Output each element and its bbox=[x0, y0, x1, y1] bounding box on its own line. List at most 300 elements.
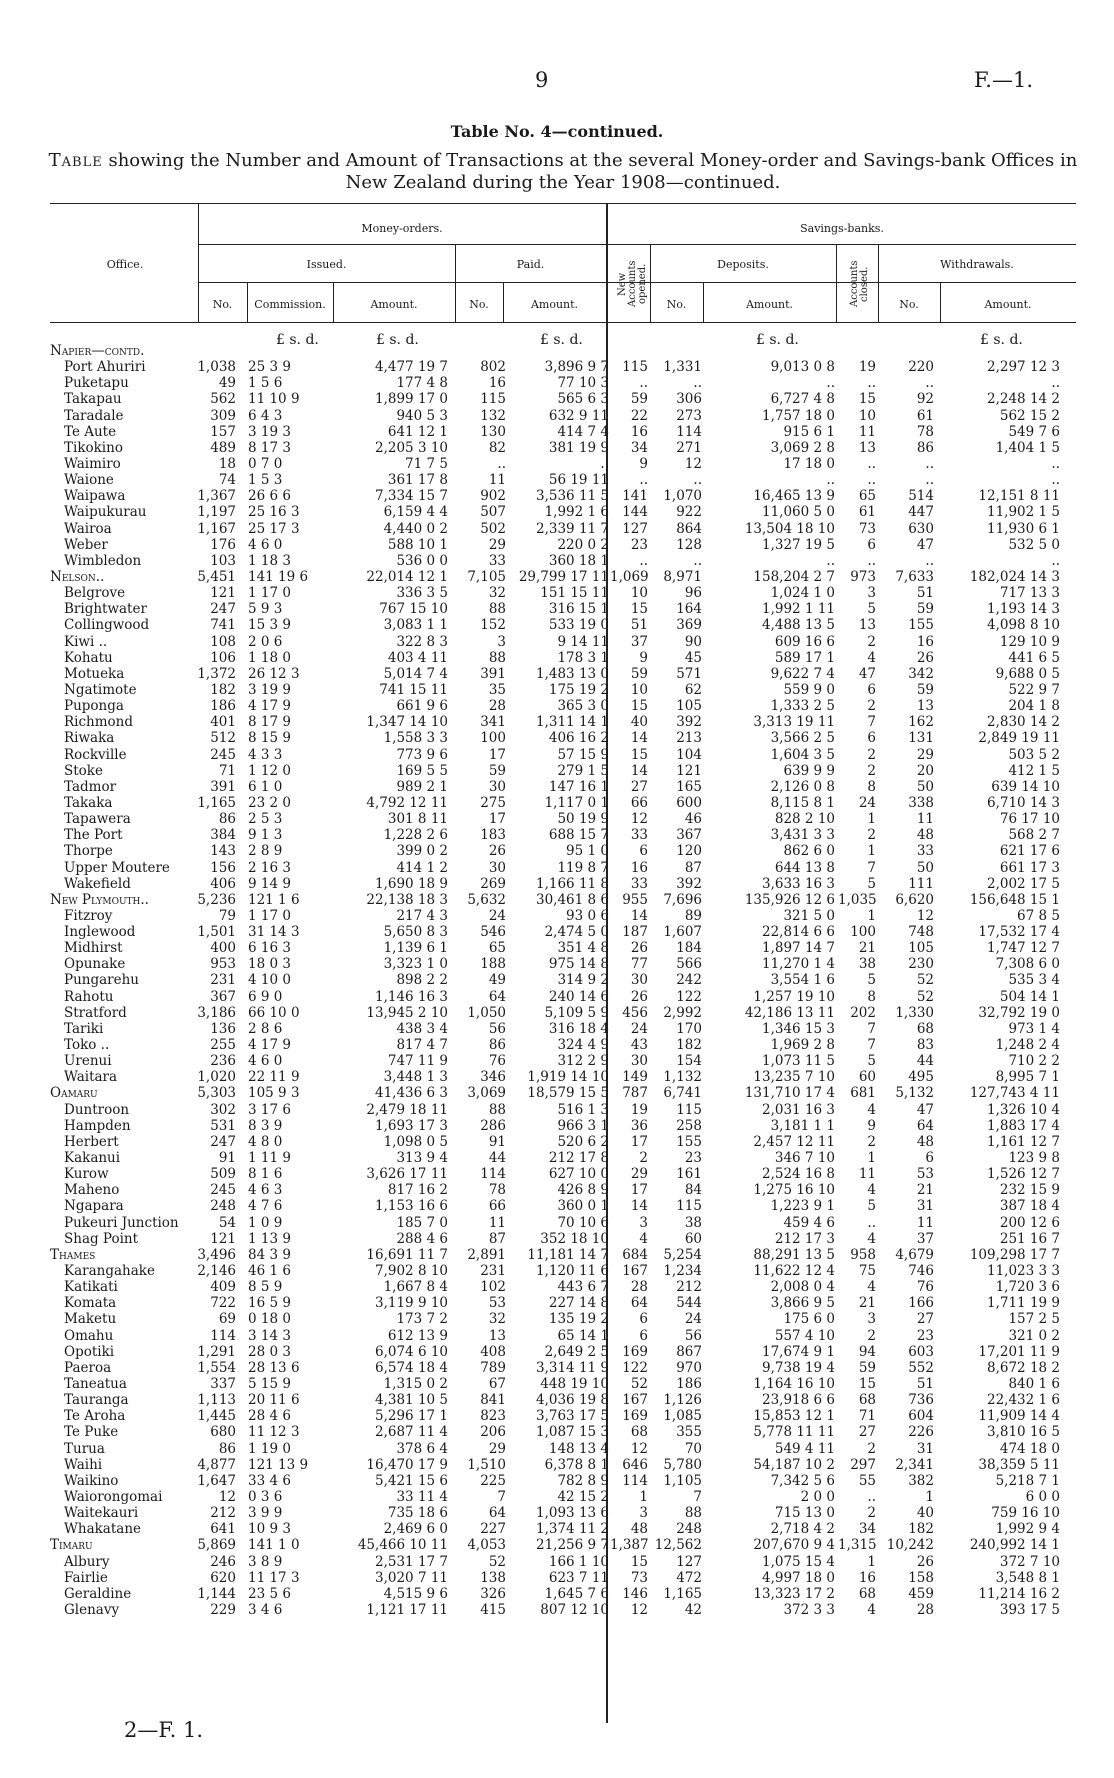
issued-amount: 438 3 4 bbox=[396, 1020, 448, 1037]
withdrawal-count: 52 bbox=[916, 988, 934, 1005]
paid-amount: 316 18 4 bbox=[548, 1020, 609, 1037]
paid-count: 82 bbox=[488, 439, 506, 456]
deposit-count: 12 bbox=[684, 455, 702, 472]
withdrawal-count: 230 bbox=[908, 956, 934, 973]
paid-count: 188 bbox=[480, 956, 506, 973]
issued-amount: 735 18 6 bbox=[387, 1505, 448, 1522]
withdrawal-count: 105 bbox=[908, 940, 934, 957]
table-row bbox=[0, 1102, 1114, 1118]
deposit-count: 105 bbox=[676, 698, 702, 715]
withdrawal-count: 21 bbox=[916, 1182, 934, 1199]
withdrawal-amount: 3,810 16 5 bbox=[987, 1424, 1060, 1441]
paid-count: 66 bbox=[488, 1198, 506, 1215]
paid-count: 33 bbox=[488, 552, 506, 569]
table-row bbox=[0, 472, 1114, 488]
commission: 33 4 6 bbox=[248, 1472, 291, 1489]
deposit-count: 1,085 bbox=[663, 1408, 702, 1425]
table-row bbox=[0, 391, 1114, 407]
new-accounts: 33 bbox=[630, 827, 648, 844]
deposit-count: 970 bbox=[676, 1359, 702, 1376]
office-name: Omahu bbox=[64, 1327, 114, 1344]
issued-amount: 536 0 0 bbox=[396, 552, 448, 569]
deposit-amount: 9,622 7 4 bbox=[770, 665, 835, 682]
table-body bbox=[0, 343, 1114, 1618]
paid-count: 841 bbox=[480, 1392, 506, 1409]
office-name: Ngapara bbox=[64, 1198, 124, 1215]
deposit-amount: 15,853 12 1 bbox=[753, 1408, 835, 1425]
table-row bbox=[0, 343, 1114, 359]
issued-count: 953 bbox=[210, 956, 236, 973]
paid-count: 64 bbox=[488, 1505, 506, 1522]
withdrawal-amount: 710 2 2 bbox=[1008, 1053, 1060, 1070]
commission: 16 5 9 bbox=[248, 1295, 291, 1312]
withdrawal-amount: 156,648 15 1 bbox=[969, 891, 1060, 908]
deposit-amount: .. bbox=[826, 375, 835, 392]
withdrawal-count: 37 bbox=[916, 1230, 934, 1247]
accounts-closed: 68 bbox=[858, 1392, 876, 1409]
new-accounts: 77 bbox=[630, 956, 648, 973]
deposit-amount: 915 6 1 bbox=[783, 423, 835, 440]
issued-count: 512 bbox=[210, 730, 236, 747]
issued-amount: 22,014 12 1 bbox=[366, 568, 448, 585]
issued-amount: 7,902 8 10 bbox=[375, 1263, 448, 1280]
issued-count: 247 bbox=[210, 1133, 236, 1150]
withdrawal-amount: 2,248 14 2 bbox=[987, 391, 1060, 408]
accounts-closed: 5 bbox=[867, 972, 876, 989]
issued-amount: 403 4 11 bbox=[387, 649, 448, 666]
issued-amount: 1,153 16 6 bbox=[375, 1198, 448, 1215]
table-row bbox=[0, 634, 1114, 650]
commission: 23 2 0 bbox=[248, 794, 291, 811]
deposit-count: 544 bbox=[676, 1295, 702, 1312]
table-row bbox=[0, 714, 1114, 730]
issued-count: 1,501 bbox=[197, 924, 236, 941]
deposit-count: 258 bbox=[676, 1117, 702, 1134]
paid-amount: 623 7 11 bbox=[548, 1569, 609, 1586]
issued-count: 302 bbox=[210, 1101, 236, 1118]
accounts-closed: 24 bbox=[858, 794, 876, 811]
issued-count: 157 bbox=[210, 423, 236, 440]
deposit-count: 89 bbox=[684, 907, 702, 924]
table-row bbox=[0, 1215, 1114, 1231]
deposit-count: 571 bbox=[676, 665, 702, 682]
commission: 8 5 9 bbox=[248, 1279, 283, 1296]
issued-amount: 217 4 3 bbox=[396, 907, 448, 924]
new-accounts: 14 bbox=[630, 907, 648, 924]
withdrawal-count: 603 bbox=[908, 1343, 934, 1360]
paid-count: 11 bbox=[488, 472, 506, 489]
page-number: 9 bbox=[535, 68, 549, 92]
issued-amount: 1,693 17 3 bbox=[375, 1117, 448, 1134]
deposit-amount: 3,069 2 8 bbox=[770, 439, 835, 456]
office-name: Toko .. bbox=[64, 1037, 110, 1054]
withdrawal-amount: 562 15 2 bbox=[999, 407, 1060, 424]
issued-amount: 2,531 17 7 bbox=[375, 1553, 448, 1570]
table-row bbox=[0, 1118, 1114, 1134]
new-accounts: 9 bbox=[639, 455, 648, 472]
issued-amount: 399 0 2 bbox=[396, 843, 448, 860]
paid-count: 11 bbox=[488, 1214, 506, 1231]
issued-count: 143 bbox=[210, 843, 236, 860]
issued-count: 680 bbox=[210, 1424, 236, 1441]
new-accounts: 167 bbox=[622, 1263, 648, 1280]
commission: 10 9 3 bbox=[248, 1521, 291, 1538]
commission: 2 5 3 bbox=[248, 811, 283, 828]
accounts-closed: 4 bbox=[867, 649, 876, 666]
commission: 3 14 3 bbox=[248, 1327, 291, 1344]
paid-count: 275 bbox=[480, 794, 506, 811]
withdrawal-count: 459 bbox=[908, 1585, 934, 1602]
deposit-amount: 131,710 17 4 bbox=[744, 1085, 835, 1102]
office-name: Richmond bbox=[64, 714, 134, 731]
deposit-amount: 4,997 18 0 bbox=[762, 1569, 835, 1586]
withdrawal-amount: 504 14 1 bbox=[999, 988, 1060, 1005]
office-name: Thames bbox=[50, 1246, 96, 1263]
office-name: Stoke bbox=[64, 762, 103, 779]
paid-count: 132 bbox=[480, 407, 506, 424]
accounts-closed: 6 bbox=[867, 681, 876, 698]
withdrawal-count: 447 bbox=[908, 504, 934, 521]
issued-count: 5,451 bbox=[197, 568, 236, 585]
issued-amount: 5,650 8 3 bbox=[383, 924, 448, 941]
office-name: New Plymouth.. bbox=[50, 891, 149, 908]
new-accounts: 17 bbox=[630, 1182, 648, 1199]
accounts-closed: 1 bbox=[867, 907, 876, 924]
paid-amount: 533 19 0 bbox=[548, 617, 609, 634]
deposit-count: 165 bbox=[676, 778, 702, 795]
paid-amount: 56 19 11 bbox=[548, 472, 609, 489]
paid-amount: 414 7 4 bbox=[557, 423, 609, 440]
deposit-count: 115 bbox=[676, 1101, 702, 1118]
commission: 1 13 9 bbox=[248, 1230, 291, 1247]
paid-count: 100 bbox=[480, 730, 506, 747]
issued-count: 1,647 bbox=[197, 1472, 236, 1489]
paid-count: 269 bbox=[480, 875, 506, 892]
deposit-count: .. bbox=[693, 552, 702, 569]
accounts-closed: 59 bbox=[858, 1359, 876, 1376]
withdrawal-amount: 393 17 5 bbox=[999, 1601, 1060, 1618]
office-name: Maketu bbox=[64, 1311, 117, 1328]
withdrawal-amount: 621 17 6 bbox=[999, 843, 1060, 860]
office-name: Upper Moutere bbox=[64, 859, 170, 876]
office-name: Fitzroy bbox=[64, 907, 113, 924]
issued-count: 255 bbox=[210, 1037, 236, 1054]
accounts-closed: 2 bbox=[867, 746, 876, 763]
office-name: Inglewood bbox=[64, 924, 136, 941]
accounts-closed: 15 bbox=[858, 1376, 876, 1392]
deposit-count: 392 bbox=[676, 714, 702, 731]
new-accounts: 684 bbox=[622, 1246, 648, 1263]
withdrawal-amount: 5,218 7 1 bbox=[995, 1472, 1060, 1489]
document-reference: F.—1. bbox=[974, 68, 1034, 92]
paid-count: 59 bbox=[488, 762, 506, 779]
paid-amount: 1,120 11 6 bbox=[536, 1263, 609, 1280]
deposit-count: 306 bbox=[676, 391, 702, 408]
commission: 9 14 9 bbox=[248, 875, 291, 892]
issued-count: 121 bbox=[210, 585, 236, 602]
new-accounts: 15 bbox=[630, 1553, 648, 1570]
issued-count: 400 bbox=[210, 940, 236, 957]
office-name: Duntroon bbox=[64, 1101, 130, 1118]
paid-count: 3 bbox=[497, 633, 506, 650]
deposit-amount: 549 4 11 bbox=[774, 1440, 835, 1457]
deposit-amount: 715 13 0 bbox=[774, 1505, 835, 1522]
paid-amount: 119 8 7 bbox=[557, 859, 609, 876]
office-name: Kurow bbox=[64, 1166, 109, 1183]
commission: 31 14 3 bbox=[248, 924, 300, 941]
paid-amount: 279 1 5 bbox=[557, 762, 609, 779]
withdrawal-count: 7,633 bbox=[895, 568, 934, 585]
accounts-closed: 61 bbox=[858, 504, 876, 521]
withdrawal-amount: 76 17 10 bbox=[999, 811, 1060, 828]
paid-amount: 1,992 1 6 bbox=[544, 504, 609, 521]
accounts-closed: 38 bbox=[858, 956, 876, 973]
table-row bbox=[0, 1198, 1114, 1214]
deposit-count: 45 bbox=[684, 649, 702, 666]
accounts-closed: 2 bbox=[867, 827, 876, 844]
deposit-amount: 11,060 5 0 bbox=[762, 504, 835, 521]
new-accounts: 12 bbox=[630, 811, 648, 828]
withdrawal-amount: 232 15 9 bbox=[999, 1182, 1060, 1199]
header-paid: Paid. bbox=[516, 258, 545, 271]
new-accounts: 4 bbox=[639, 1230, 648, 1247]
new-accounts: 2 bbox=[639, 1150, 648, 1167]
issued-count: 79 bbox=[218, 907, 236, 924]
office-name: Brightwater bbox=[64, 601, 147, 618]
accounts-closed: 5 bbox=[867, 601, 876, 618]
table-row bbox=[0, 1602, 1114, 1618]
paid-count: .. bbox=[497, 455, 506, 472]
table-row bbox=[0, 1247, 1114, 1263]
paid-count: 183 bbox=[480, 827, 506, 844]
withdrawal-amount: 22,432 1 6 bbox=[987, 1392, 1060, 1409]
new-accounts: 30 bbox=[630, 1053, 648, 1070]
withdrawal-count: 6 bbox=[925, 1150, 934, 1167]
new-accounts: 1 bbox=[639, 1488, 648, 1505]
paid-amount: 93 0 6 bbox=[566, 907, 609, 924]
withdrawal-count: 83 bbox=[916, 1037, 934, 1054]
paid-count: 16 bbox=[488, 375, 506, 392]
new-accounts: 26 bbox=[630, 940, 648, 957]
issued-amount: 898 2 2 bbox=[396, 972, 448, 989]
paid-amount: 175 19 2 bbox=[548, 681, 609, 698]
commission: 28 4 6 bbox=[248, 1408, 291, 1425]
office-name: Pungarehu bbox=[64, 972, 139, 989]
paid-count: 78 bbox=[488, 1182, 506, 1199]
accounts-closed: 7 bbox=[867, 1020, 876, 1037]
office-name: Takaka bbox=[64, 794, 113, 811]
withdrawal-count: 13 bbox=[916, 698, 934, 715]
withdrawal-count: 382 bbox=[908, 1472, 934, 1489]
deposit-amount: 16,465 13 9 bbox=[753, 488, 835, 505]
commission: 4 6 3 bbox=[248, 1182, 283, 1199]
withdrawal-amount: .. bbox=[1051, 552, 1060, 569]
paid-amount: 627 10 0 bbox=[548, 1166, 609, 1183]
withdrawal-count: 12 bbox=[916, 907, 934, 924]
table-row bbox=[0, 1424, 1114, 1440]
issued-amount: 3,020 7 11 bbox=[375, 1569, 448, 1586]
deposit-count: 42 bbox=[684, 1601, 702, 1618]
deposit-amount: 2,457 12 11 bbox=[753, 1133, 835, 1150]
issued-count: 620 bbox=[210, 1569, 236, 1586]
commission: 141 19 6 bbox=[248, 568, 309, 585]
paid-count: 76 bbox=[488, 1053, 506, 1070]
issued-amount: 6,074 6 10 bbox=[375, 1343, 448, 1360]
issued-count: 1,367 bbox=[197, 488, 236, 505]
withdrawal-count: 552 bbox=[908, 1359, 934, 1376]
paid-amount: 2,474 5 0 bbox=[544, 924, 609, 941]
issued-count: 108 bbox=[210, 633, 236, 650]
paid-count: 415 bbox=[480, 1601, 506, 1618]
heading-lead: Table bbox=[48, 150, 103, 171]
issued-amount: 1,899 17 0 bbox=[375, 391, 448, 408]
paid-count: 2,891 bbox=[467, 1246, 506, 1263]
deposit-amount: 158,204 2 7 bbox=[753, 568, 835, 585]
office-name: Katikati bbox=[64, 1279, 118, 1296]
accounts-closed: .. bbox=[867, 1214, 876, 1231]
withdrawal-amount: 4,098 8 10 bbox=[987, 617, 1060, 634]
commission: 1 11 9 bbox=[248, 1150, 291, 1167]
table-title: Table No. 4—continued. bbox=[450, 122, 664, 141]
withdrawal-amount: .. bbox=[1051, 455, 1060, 472]
header-paid-amount: Amount. bbox=[530, 298, 579, 311]
table-row bbox=[0, 763, 1114, 779]
office-name: Fairlie bbox=[64, 1569, 108, 1586]
table-row bbox=[0, 408, 1114, 424]
issued-amount: 45,466 10 11 bbox=[357, 1537, 448, 1554]
accounts-closed: 21 bbox=[858, 1295, 876, 1312]
deposit-count: 7,696 bbox=[663, 891, 702, 908]
paid-count: 789 bbox=[480, 1359, 506, 1376]
paid-amount: 151 15 11 bbox=[540, 585, 609, 602]
withdrawal-count: 162 bbox=[908, 714, 934, 731]
new-accounts: 1,387 bbox=[610, 1537, 649, 1554]
deposit-amount: 11,622 12 4 bbox=[753, 1263, 835, 1280]
issued-count: 212 bbox=[210, 1505, 236, 1522]
office-name: Kakanui bbox=[64, 1150, 121, 1167]
commission: 2 8 6 bbox=[248, 1020, 283, 1037]
deposit-amount: 2 0 0 bbox=[800, 1488, 835, 1505]
table-row bbox=[0, 1376, 1114, 1392]
issued-amount: 2,479 18 11 bbox=[366, 1101, 448, 1118]
deposit-amount: 589 17 1 bbox=[774, 649, 835, 666]
commission: 4 17 9 bbox=[248, 698, 291, 715]
table-row bbox=[0, 989, 1114, 1005]
currency-header-commission: £ s. d. bbox=[276, 332, 319, 348]
deposit-count: 1,132 bbox=[663, 1069, 702, 1086]
withdrawal-amount: 8,995 7 1 bbox=[995, 1069, 1060, 1086]
issued-count: 641 bbox=[210, 1521, 236, 1538]
deposit-amount: 17 18 0 bbox=[783, 455, 835, 472]
withdrawal-amount: 321 0 2 bbox=[1008, 1327, 1060, 1344]
table-row bbox=[0, 1344, 1114, 1360]
deposit-amount: 828 2 10 bbox=[774, 811, 835, 828]
commission: 20 11 6 bbox=[248, 1392, 300, 1409]
paid-amount: 240 14 6 bbox=[548, 988, 609, 1005]
issued-count: 121 bbox=[210, 1230, 236, 1247]
deposit-amount: 3,313 19 11 bbox=[753, 714, 835, 731]
accounts-closed: 4 bbox=[867, 1230, 876, 1247]
withdrawal-amount: 12,151 8 11 bbox=[978, 488, 1060, 505]
deposit-amount: 2,524 16 8 bbox=[762, 1166, 835, 1183]
commission: 84 3 9 bbox=[248, 1246, 291, 1263]
table-row bbox=[0, 1586, 1114, 1602]
commission: 1 19 0 bbox=[248, 1440, 291, 1457]
office-name: Wakefield bbox=[64, 875, 131, 892]
accounts-closed: 1 bbox=[867, 811, 876, 828]
table-row bbox=[0, 1360, 1114, 1376]
office-name: Waikino bbox=[64, 1472, 119, 1489]
deposit-amount: 1,075 15 4 bbox=[762, 1553, 835, 1570]
deposit-amount: 321 5 0 bbox=[783, 907, 835, 924]
new-accounts: 24 bbox=[630, 1020, 648, 1037]
office-name: Tauranga bbox=[64, 1392, 129, 1409]
table-row bbox=[0, 1295, 1114, 1311]
paid-amount: 50 19 9 bbox=[557, 811, 609, 828]
paid-count: 7,105 bbox=[467, 568, 506, 585]
paid-amount: 95 1 0 bbox=[566, 843, 609, 860]
withdrawal-amount: 568 2 7 bbox=[1008, 827, 1060, 844]
table-row bbox=[0, 1570, 1114, 1586]
table-row bbox=[0, 440, 1114, 456]
withdrawal-amount: 123 9 8 bbox=[1008, 1150, 1060, 1167]
accounts-closed: 1 bbox=[867, 843, 876, 860]
withdrawal-amount: 11,902 1 5 bbox=[987, 504, 1060, 521]
commission: 8 1 6 bbox=[248, 1166, 283, 1183]
deposit-count: 170 bbox=[676, 1020, 702, 1037]
deposit-amount: 17,674 9 1 bbox=[762, 1343, 835, 1360]
commission: 6 9 0 bbox=[248, 988, 283, 1005]
office-name: Turua bbox=[64, 1440, 105, 1457]
withdrawal-amount: 200 12 6 bbox=[999, 1214, 1060, 1231]
deposit-amount: 22,814 6 6 bbox=[762, 924, 835, 941]
deposit-amount: 644 13 8 bbox=[774, 859, 835, 876]
commission: 15 3 9 bbox=[248, 617, 291, 634]
paid-amount: 3,896 9 7 bbox=[544, 359, 609, 376]
table-heading bbox=[48, 150, 1078, 194]
issued-count: 384 bbox=[210, 827, 236, 844]
withdrawal-amount: 157 2 5 bbox=[1008, 1311, 1060, 1328]
new-accounts: 144 bbox=[622, 504, 648, 521]
deposit-amount: 1,897 14 7 bbox=[762, 940, 835, 957]
accounts-closed: 4 bbox=[867, 1601, 876, 1618]
issued-count: 337 bbox=[210, 1376, 236, 1392]
deposit-count: 367 bbox=[676, 827, 702, 844]
deposit-amount: 5,778 11 11 bbox=[753, 1424, 835, 1441]
deposit-amount: 1,327 19 5 bbox=[762, 536, 835, 553]
office-name: Opunake bbox=[64, 956, 126, 973]
deposit-count: 90 bbox=[684, 633, 702, 650]
currency-header-deposits: £ s. d. bbox=[756, 332, 799, 348]
deposit-count: 273 bbox=[676, 407, 702, 424]
withdrawal-count: 51 bbox=[916, 585, 934, 602]
table-row bbox=[0, 843, 1114, 859]
deposit-count: 182 bbox=[676, 1037, 702, 1054]
issued-count: 236 bbox=[210, 1053, 236, 1070]
deposit-count: 120 bbox=[676, 843, 702, 860]
issued-count: 1,038 bbox=[197, 359, 236, 376]
commission: 26 12 3 bbox=[248, 665, 300, 682]
paid-count: 1,510 bbox=[467, 1456, 506, 1473]
paid-amount: 135 19 2 bbox=[548, 1311, 609, 1328]
issued-amount: 16,691 11 7 bbox=[366, 1246, 448, 1263]
paid-amount: 166 1 10 bbox=[548, 1553, 609, 1570]
accounts-closed: 6 bbox=[867, 536, 876, 553]
paid-amount: 565 6 3 bbox=[557, 391, 609, 408]
paid-amount: 688 15 7 bbox=[548, 827, 609, 844]
withdrawal-count: 11 bbox=[916, 811, 934, 828]
new-accounts: 22 bbox=[630, 407, 648, 424]
